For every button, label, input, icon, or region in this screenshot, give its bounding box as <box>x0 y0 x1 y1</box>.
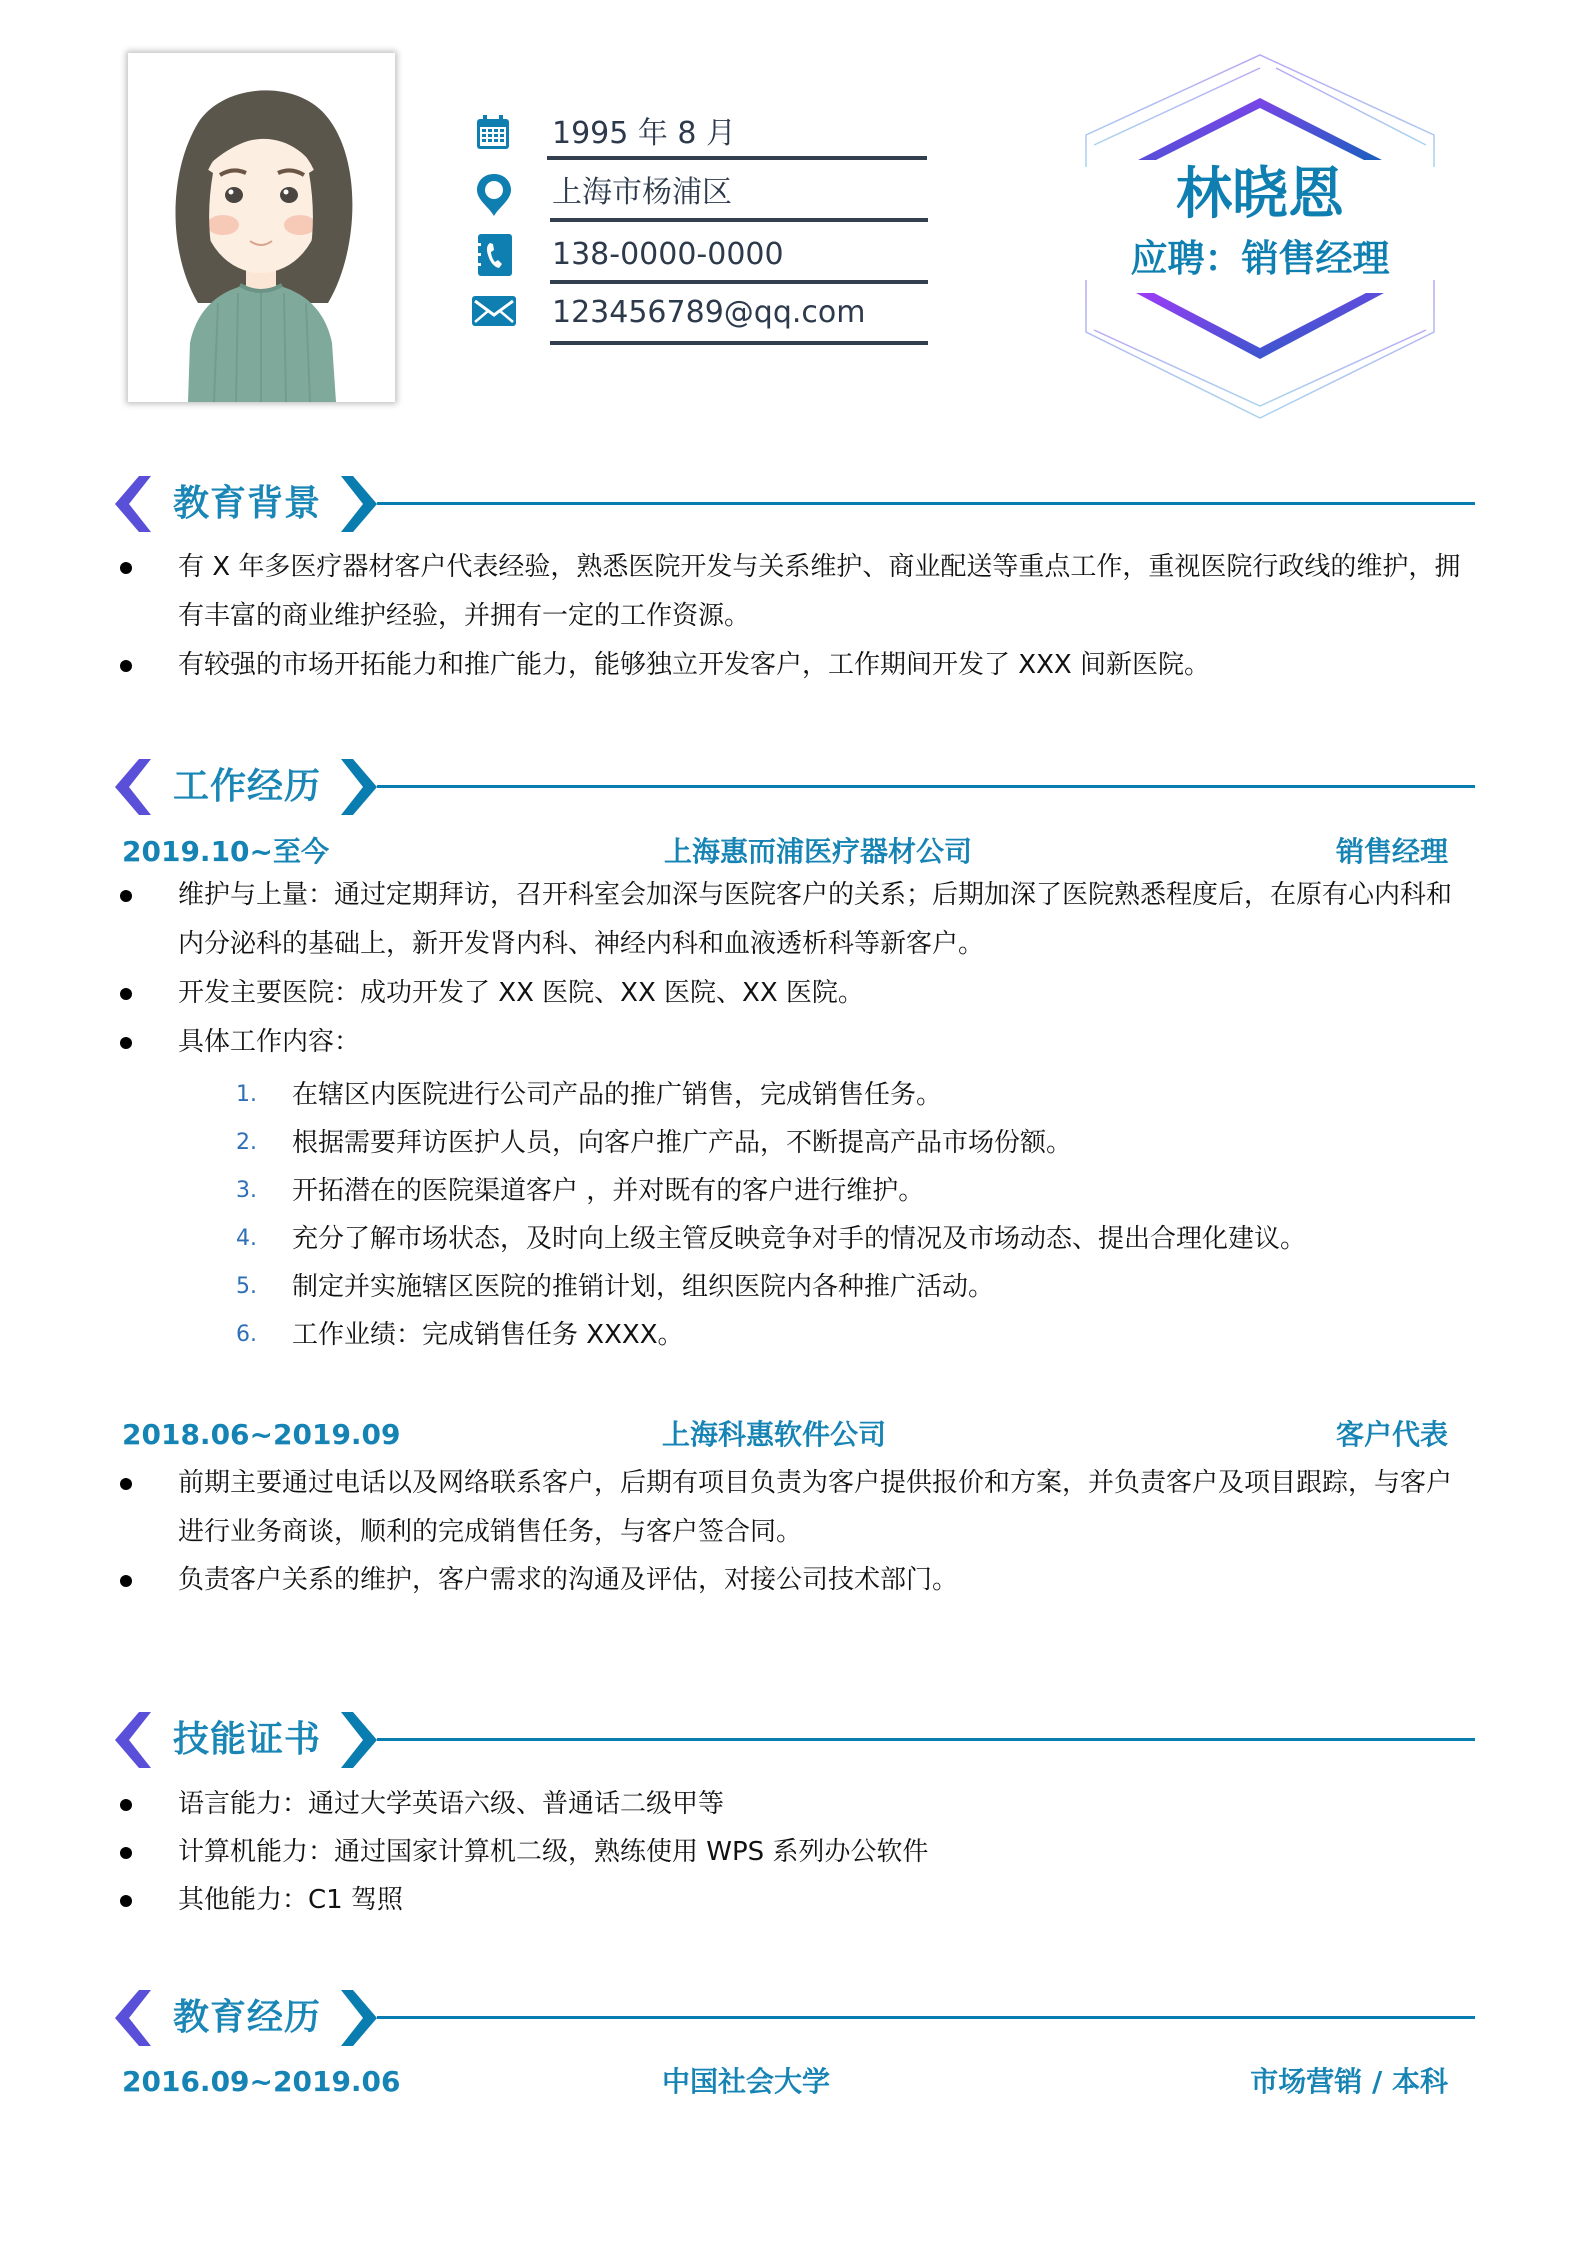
education-date: 2016.09~2019.06 <box>122 2065 401 2098</box>
contact-location <box>475 173 935 233</box>
bullet-dot <box>120 562 132 574</box>
contact-birthdate <box>475 114 935 174</box>
list-item: 负责客户关系的维护，客户需求的沟通及评估，对接公司技术部门。 <box>120 1556 1470 1605</box>
job-header <box>122 1415 1448 1455</box>
contact-underline <box>550 341 928 345</box>
chevron-right-icon <box>341 476 377 532</box>
calendar-icon <box>475 114 521 160</box>
job-header <box>122 832 1448 872</box>
job-company: 上海惠而浦医疗器材公司 <box>664 835 973 868</box>
section-rule <box>377 1738 1475 1741</box>
section-heading-work <box>115 759 1475 815</box>
list-item: 计算机能力：通过国家计算机二级，熟练使用 WPS 系列办公软件 <box>120 1828 1470 1877</box>
job-date: 2019.10~至今 <box>122 835 329 868</box>
section-heading-education <box>115 1990 1475 2046</box>
list-item: 其他能力：C1 驾照 <box>120 1876 1470 1925</box>
location-text: 上海市杨浦区 <box>552 175 732 210</box>
candidate-name: 林晓恩 <box>1176 162 1344 227</box>
list-item: 维护与上量：通过定期拜访，召开科室会加深与医院客户的关系；后期加深了医院熟悉程度后，在原有心内科和内分泌科的基础上，新开发肾内科、神经内科和血液透析科等新客户。 <box>120 871 1470 969</box>
bullet-dot <box>120 1847 132 1859</box>
chevron-left-icon <box>115 1712 151 1768</box>
section-rule <box>377 2016 1475 2019</box>
education-school: 中国社会大学 <box>662 2065 831 2098</box>
bullet-dot <box>120 988 132 1000</box>
job-role: 客户代表 <box>1335 1418 1448 1451</box>
section-title: 技能证书 <box>173 1719 322 1760</box>
phone-icon <box>475 233 521 279</box>
education-row <box>122 2062 1448 2102</box>
section-title: 教育背景 <box>173 483 322 524</box>
list-item: 有 X 年多医疗器材客户代表经验，熟悉医院开发与关系维护、商业配送等重点工作，重视医院行政线的维护，拥有丰富的商业维护经验，并拥有一定的工作资源。 <box>120 543 1470 641</box>
job-objective: 应聘：销售经理 <box>1130 237 1390 280</box>
list-item: 具体工作内容： <box>120 1018 1470 1067</box>
job-role: 销售经理 <box>1335 835 1448 868</box>
chevron-right-icon <box>341 1712 377 1768</box>
birthdate-text: 1995 年 8 月 <box>552 116 737 151</box>
chevron-right-icon <box>341 1990 377 2046</box>
chevron-right-icon <box>341 759 377 815</box>
bullet-dot <box>120 1037 132 1049</box>
job-company: 上海科惠软件公司 <box>662 1418 887 1451</box>
bullet-dot <box>120 1799 132 1811</box>
job-date: 2018.06~2019.09 <box>122 1418 401 1451</box>
phone-text: 138-0000-0000 <box>552 237 784 272</box>
section-rule <box>377 785 1475 788</box>
contact-underline <box>547 156 927 160</box>
list-item: 开发主要医院：成功开发了 XX 医院、XX 医院、XX 医院。 <box>120 969 1470 1018</box>
avatar-illustration <box>128 53 395 402</box>
education-major: 市场营销 / 本科 <box>1250 2065 1448 2098</box>
contact-underline <box>550 280 928 284</box>
section-rule <box>377 502 1475 505</box>
chevron-left-icon <box>115 759 151 815</box>
section-title: 教育经历 <box>173 1997 322 2038</box>
email-text: 123456789@qq.com <box>552 295 866 330</box>
section-heading-skills <box>115 1712 1475 1768</box>
section-heading-profile <box>115 476 1475 532</box>
bullet-dot <box>120 890 132 902</box>
contact-phone <box>475 235 935 295</box>
bullet-dot <box>120 1895 132 1907</box>
mail-icon <box>471 295 517 341</box>
contact-underline <box>550 218 928 222</box>
section-title: 工作经历 <box>173 766 322 807</box>
list-item: 有较强的市场开拓能力和推广能力，能够独立开发客户，工作期间开发了 XXX 间新医院。 <box>120 641 1470 690</box>
bullet-dot <box>120 1478 132 1490</box>
chevron-left-icon <box>115 1990 151 2046</box>
location-pin-icon <box>475 173 521 219</box>
bullet-dot <box>120 1575 132 1587</box>
list-item: 前期主要通过电话以及网络联系客户，后期有项目负责为客户提供报价和方案，并负责客户及项目跟踪，与客户进行业务商谈，顺利的完成销售任务，与客户签合同。 <box>120 1459 1470 1557</box>
profile-photo <box>128 53 395 402</box>
chevron-left-icon <box>115 476 151 532</box>
list-item: 语言能力：通过大学英语六级、普通话二级甲等 <box>120 1780 1470 1829</box>
bullet-dot <box>120 660 132 672</box>
